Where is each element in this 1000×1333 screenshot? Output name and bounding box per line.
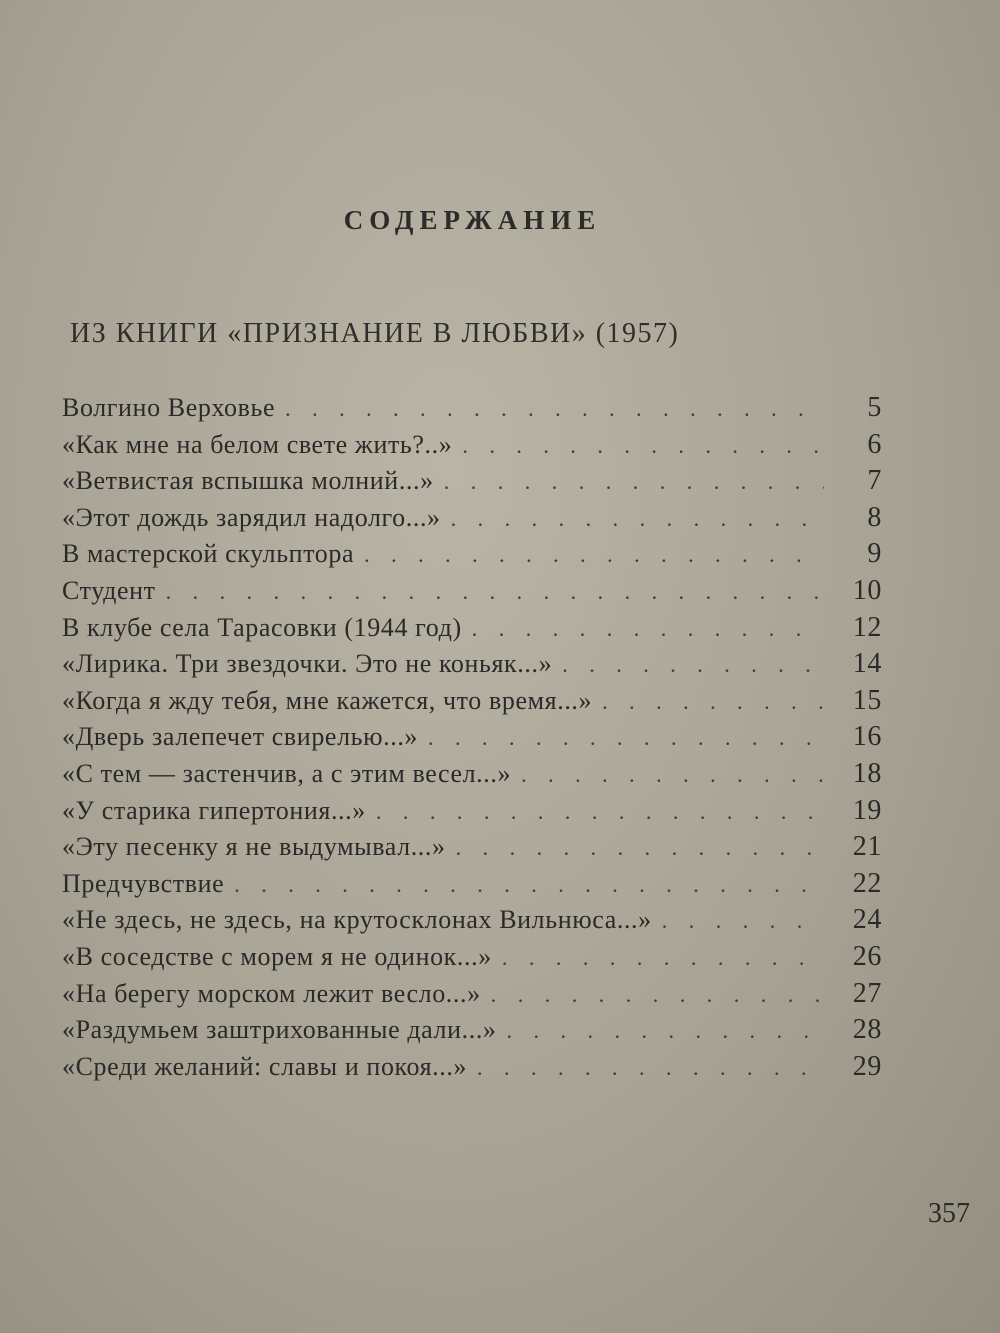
toc-entry-page: 6 bbox=[867, 428, 882, 460]
leader-dots bbox=[456, 835, 824, 861]
toc-entry-title: «С тем — застенчив, а с этим весел...» bbox=[62, 758, 512, 788]
toc-entry-page: 18 bbox=[852, 757, 882, 789]
table-of-contents bbox=[62, 392, 882, 1087]
leader-dots bbox=[491, 982, 824, 1008]
toc-entry-page: 27 bbox=[852, 977, 882, 1009]
leader-dots bbox=[502, 945, 824, 971]
leader-dots bbox=[507, 1018, 824, 1044]
toc-entry bbox=[62, 429, 882, 466]
toc-entry-page: 26 bbox=[852, 940, 882, 972]
toc-entry-title: «Не здесь, не здесь, на крутосклонах Вильнюса...» bbox=[62, 905, 652, 935]
toc-entry-title: «Раздумьем заштрихованные дали...» bbox=[62, 1015, 497, 1045]
leader-dots bbox=[376, 799, 824, 825]
toc-entry bbox=[62, 1014, 882, 1051]
toc-entry-title: Предчувствие bbox=[62, 868, 225, 898]
toc-entry-title: «Этот дождь зарядил надолго...» bbox=[62, 502, 441, 532]
toc-entry bbox=[62, 721, 882, 758]
toc-entry-title: В клубе села Тарасовки (1944 год) bbox=[62, 612, 462, 642]
toc-entry-page: 16 bbox=[852, 721, 882, 753]
toc-entry-title: «Ветвистая вспышка молний...» bbox=[62, 466, 434, 496]
toc-entry-page: 10 bbox=[852, 574, 882, 606]
toc-entry bbox=[62, 1051, 882, 1088]
toc-entry-title: В мастерской скульптора bbox=[62, 539, 355, 569]
toc-entry-title: «Лирика. Три звездочки. Это не коньяк...» bbox=[62, 649, 553, 679]
toc-entry bbox=[62, 868, 882, 905]
toc-entry-title: «Как мне на белом свете жить?..» bbox=[62, 429, 453, 459]
toc-entry bbox=[62, 685, 882, 722]
toc-entry-title: Волгино Верховье bbox=[62, 393, 276, 422]
toc-entry-page: 7 bbox=[867, 465, 882, 497]
toc-entry bbox=[62, 904, 882, 941]
toc-entry bbox=[62, 941, 882, 978]
toc-entry-page: 9 bbox=[867, 538, 882, 570]
toc-entry-page: 8 bbox=[867, 501, 882, 533]
toc-entry bbox=[62, 978, 882, 1015]
toc-entry-page: 5 bbox=[867, 392, 882, 423]
leader-dots bbox=[521, 762, 824, 788]
leader-dots bbox=[602, 689, 824, 715]
leader-dots bbox=[477, 1055, 824, 1081]
toc-entry-page: 29 bbox=[852, 1050, 882, 1082]
toc-entry bbox=[62, 502, 882, 539]
toc-entry-page: 21 bbox=[852, 831, 882, 863]
toc-entry-title: «Когда я жду тебя, мне кажется, что время...» bbox=[62, 685, 593, 715]
toc-entry-page: 15 bbox=[852, 684, 882, 716]
section-heading: ИЗ КНИГИ «ПРИЗНАНИЕ В ЛЮБВИ» (1957) bbox=[70, 318, 680, 349]
toc-entry-page: 28 bbox=[852, 1014, 882, 1046]
toc-entry-title: «У старика гипертония...» bbox=[62, 795, 366, 825]
leader-dots bbox=[472, 616, 824, 642]
toc-entry bbox=[62, 465, 882, 502]
leader-dots bbox=[364, 542, 824, 568]
toc-entry bbox=[62, 831, 882, 868]
toc-entry-title: «Эту песенку я не выдумывал...» bbox=[62, 832, 446, 862]
leader-dots bbox=[285, 396, 824, 422]
leader-dots bbox=[444, 469, 824, 495]
page-number: 357 bbox=[928, 1198, 970, 1229]
leader-dots bbox=[234, 872, 824, 898]
page-title: СОДЕРЖАНИЕ bbox=[343, 205, 602, 235]
toc-entry-title: «На берегу морском лежит весло...» bbox=[62, 978, 481, 1008]
toc-entry-title: «Дверь залепечет свирелью...» bbox=[62, 722, 419, 752]
leader-dots bbox=[662, 908, 824, 934]
toc-entry bbox=[62, 392, 882, 429]
toc-entry bbox=[62, 575, 882, 612]
toc-entry-title: «Среди желаний: славы и покоя...» bbox=[62, 1051, 468, 1081]
toc-entry-page: 19 bbox=[852, 794, 882, 826]
leader-dots bbox=[562, 652, 824, 678]
toc-entry-title: Студент bbox=[62, 575, 156, 605]
toc-entry bbox=[62, 648, 882, 685]
leader-dots bbox=[462, 433, 824, 459]
toc-entry bbox=[62, 795, 882, 832]
toc-entry-page: 24 bbox=[852, 904, 882, 936]
toc-entry-page: 14 bbox=[852, 648, 882, 680]
leader-dots bbox=[428, 725, 824, 751]
leader-dots bbox=[451, 506, 824, 532]
toc-entry bbox=[62, 612, 882, 649]
toc-entry-page: 12 bbox=[852, 611, 882, 643]
leader-dots bbox=[166, 579, 824, 605]
toc-entry-title: «В соседстве с морем я не одинок...» bbox=[62, 941, 492, 971]
toc-entry bbox=[62, 758, 882, 795]
toc-entry bbox=[62, 538, 882, 575]
toc-entry-page: 22 bbox=[852, 867, 882, 899]
